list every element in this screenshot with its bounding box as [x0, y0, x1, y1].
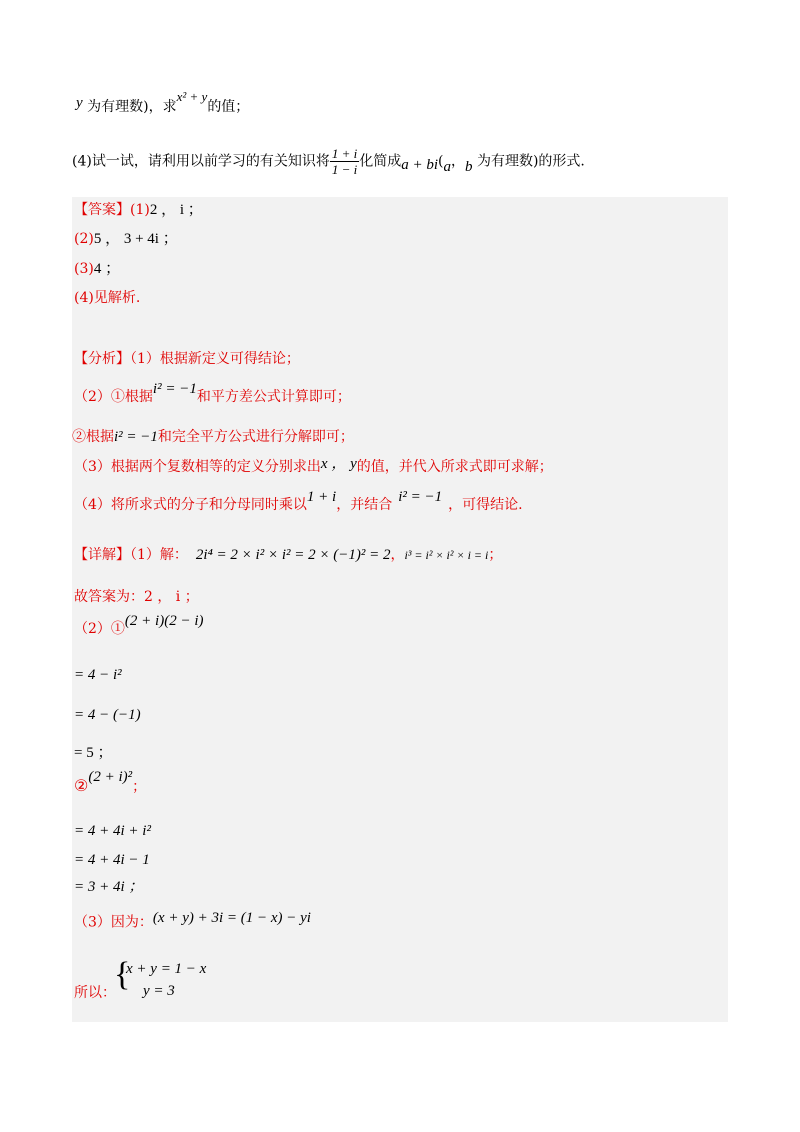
answer-value: 5 ， 3 + 4i ；: [93, 231, 178, 247]
answer-label: (2): [74, 231, 94, 247]
analysis-line-3: [72, 430, 354, 445]
detail-line-5: = 4 − (−1): [74, 707, 141, 723]
solution-panel: [72, 197, 728, 1022]
answer-line-1: [74, 203, 203, 218]
answer-line-3: [74, 262, 120, 277]
detail-text: ；: [132, 779, 147, 795]
detail-line-8: = 4 + 4i + i²: [74, 823, 151, 839]
paren: (: [438, 153, 444, 170]
analysis-text: 和完全平方公式进行分解即可；: [157, 429, 354, 445]
fraction-denominator: 1 − i: [331, 162, 358, 177]
comma: ，: [451, 153, 465, 170]
analysis-line-5: [74, 489, 523, 513]
question-text: (4)试一试，请利用以前学习的有关知识将: [72, 153, 330, 170]
expr-i2: i² = −1: [152, 381, 197, 397]
analysis-text: （3）根据两个复数相等的定义分别求出: [74, 459, 321, 475]
detail-line-9: = 4 + 4i − 1: [74, 852, 150, 868]
var-b: b: [465, 159, 473, 175]
analysis-text: ②根据: [72, 429, 114, 445]
system-brace: {: [114, 956, 131, 993]
var-a: a: [443, 159, 451, 175]
analysis-tag: 【分析】: [74, 351, 130, 367]
detail-line-2: 故答案为：2 ， i ；: [74, 589, 199, 605]
answer-tag: 【答案】: [74, 202, 130, 218]
expr-x-y: x ， y: [320, 456, 357, 472]
detail-line-7: [74, 769, 147, 795]
detail-text: （2）①: [74, 621, 125, 637]
answer-label: (3): [74, 261, 94, 277]
system-eq-1: x + y = 1 − x: [126, 961, 207, 977]
detail-line-11: [74, 910, 311, 931]
analysis-text: ，可得结论.: [448, 497, 523, 513]
detail-text: ②: [74, 776, 89, 795]
detail-line-1: [74, 548, 502, 563]
detail-line-10: = 3 + 4i ；: [74, 879, 144, 895]
detail-text: ，: [390, 547, 405, 563]
analysis-text: ，并结合: [336, 497, 393, 513]
analysis-line-2: [74, 381, 351, 405]
analysis-text: （1）根据新定义可得结论；: [130, 351, 300, 367]
answer-line-2: [74, 232, 178, 247]
question-line-1: [76, 89, 250, 115]
expr-equation: (x + y) + 3i = (1 − x) − yi: [152, 910, 311, 926]
expr-1-plus-i: 1 + i: [306, 489, 337, 505]
detail-line-3: [74, 613, 204, 637]
analysis-line-4: [74, 456, 553, 475]
expr-i2: i² = −1: [398, 489, 443, 505]
detail-line-6: = 5 ；: [74, 745, 113, 761]
expr-square: (2 + i)²: [88, 769, 133, 785]
question-text: 为有理数)的形式.: [472, 153, 585, 170]
var-y: y: [76, 95, 83, 111]
answer-value: 4 ；: [93, 261, 121, 277]
detail-line-12: [74, 986, 116, 1000]
system-eq-2: y = 3: [143, 983, 175, 999]
expr-x2-plus-y: x² + y: [176, 89, 208, 104]
expr-2i4: 2i⁴ = 2 × i² × i² = 2 × (−1)² = 2: [195, 547, 391, 563]
analysis-text: （2）①根据: [74, 389, 153, 405]
question-line-2: [72, 147, 585, 176]
fraction: [330, 147, 359, 176]
detail-text: （3）因为：: [74, 914, 153, 931]
question-text: 为有理数)，求: [82, 99, 177, 115]
expr-product: (2 + i)(2 − i): [124, 613, 204, 629]
answer-line-4: (4)见解析.: [74, 290, 141, 306]
detail-tag: 【详解】: [74, 547, 130, 563]
detail-text: （1）解：: [130, 547, 188, 563]
analysis-text: 的值，并代入所求式即可求解；: [356, 459, 553, 475]
expr-a-plus-bi: a + bi: [401, 157, 439, 173]
answer-value: 2 ， i ；: [149, 202, 203, 218]
question-text: 化简成: [359, 153, 402, 170]
analysis-text: 和平方差公式计算即可；: [196, 389, 351, 405]
detail-text: ；: [488, 547, 503, 563]
detail-text: 所以：: [74, 985, 116, 1001]
analysis-line-1: [74, 352, 300, 366]
analysis-text: （4）将所求式的分子和分母同时乘以: [74, 497, 307, 513]
fraction-numerator: 1 + i: [331, 146, 358, 161]
detail-line-4: = 4 − i²: [74, 667, 122, 683]
question-text: 的值；: [207, 99, 250, 115]
expr-i2: i² = −1: [114, 429, 158, 445]
answer-label: (1): [130, 202, 150, 218]
expr-i3: i³ = i² × i² × i = i: [404, 548, 489, 562]
